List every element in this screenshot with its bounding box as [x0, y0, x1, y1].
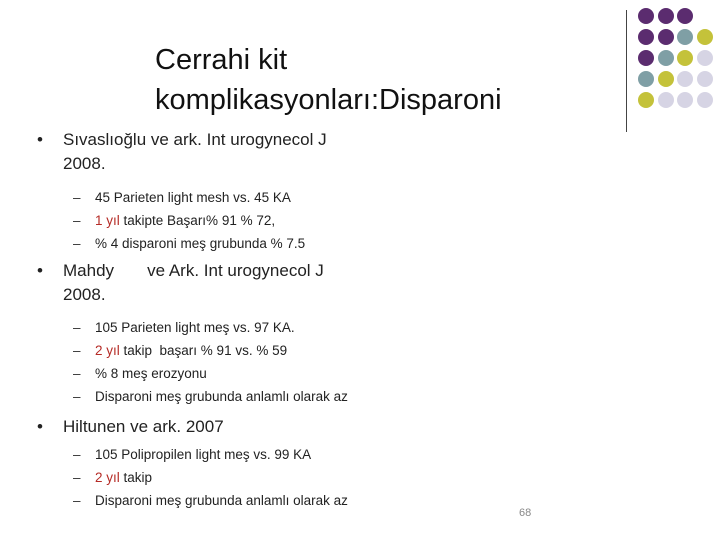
bullet-line: Mahdy ve Ark. Int urogynecol J	[63, 261, 324, 280]
dash-icon: –	[73, 447, 81, 462]
decorative-dot	[658, 29, 674, 45]
dash-icon: –	[73, 366, 81, 381]
decorative-dot	[638, 71, 654, 87]
sub-item-text: 45 Parieten light mesh vs. 45 KA	[95, 190, 291, 205]
decorative-dot	[638, 50, 654, 66]
sub-item-text: 105 Polipropilen light meş vs. 99 KA	[95, 447, 312, 462]
page-number: 68	[519, 507, 532, 519]
sub-item-prefix: 2 yıl	[95, 470, 120, 485]
dash-icon: –	[73, 470, 81, 485]
bullet-block-3	[34, 415, 348, 512]
dash-icon: –	[73, 213, 81, 228]
sub-item	[34, 489, 348, 512]
bullet-line: 2008.	[63, 285, 106, 304]
bullet-line: Sıvaslıoğlu ve ark. Int urogynecol J	[63, 130, 327, 149]
decorative-dot	[697, 50, 713, 66]
decorative-dot	[677, 29, 693, 45]
slide-title	[155, 40, 502, 120]
dash-icon: –	[73, 493, 81, 508]
sub-item	[34, 232, 327, 255]
decorative-dot	[658, 8, 674, 24]
bullet-dot-icon: •	[37, 130, 43, 149]
bullet-line: 2008.	[63, 154, 106, 173]
decorative-dot	[677, 71, 693, 87]
sub-item	[34, 209, 327, 232]
sub-item	[34, 339, 348, 362]
sub-item-text: takip başarı % 91 vs. % 59	[119, 343, 288, 358]
sub-item-text: 105 Parieten light meş vs. 97 KA.	[95, 320, 295, 335]
decorative-dot	[677, 92, 693, 108]
sub-item-text: takip	[119, 470, 153, 485]
decorative-dot	[658, 50, 674, 66]
bullet-dot-icon: •	[37, 261, 43, 280]
sub-item	[34, 186, 327, 209]
decorative-dot	[677, 8, 693, 24]
decorative-dot	[638, 8, 654, 24]
bullet-dot-icon: •	[37, 417, 43, 436]
decorative-dot	[697, 71, 713, 87]
sub-item	[34, 362, 348, 385]
sub-item	[34, 443, 348, 466]
sub-item-prefix: 2 yıl	[95, 343, 120, 358]
bullet-line: Hiltunen ve ark. 2007	[63, 417, 224, 436]
dot-grid-icon	[638, 8, 718, 126]
sub-item	[34, 466, 348, 489]
sub-item-text: Disparoni meş grubunda anlamlı olarak az	[95, 493, 348, 508]
decorative-dot	[697, 29, 713, 45]
dash-icon: –	[73, 389, 81, 404]
sub-item-text: % 4 disparoni meş grubunda % 7.5	[95, 236, 306, 251]
decorative-dot	[658, 92, 674, 108]
sub-item	[34, 316, 348, 339]
dash-icon: –	[73, 236, 81, 251]
title-line-1: Cerrahi kit	[155, 44, 288, 76]
bullet-item	[34, 415, 348, 439]
bullet-item	[34, 259, 348, 307]
sub-item	[34, 385, 348, 408]
decorative-dot	[638, 92, 654, 108]
decorative-dot	[697, 92, 713, 108]
dash-icon: –	[73, 190, 81, 205]
sub-item-text: takipte Başarı% 91 % 72,	[119, 213, 276, 228]
sub-item-prefix: 1 yıl	[95, 213, 120, 228]
divider-line	[626, 10, 627, 132]
dash-icon: –	[73, 343, 81, 358]
title-line-2: komplikasyonları:Disparoni	[155, 84, 502, 116]
decorative-dot	[658, 71, 674, 87]
bullet-block-2	[34, 259, 348, 408]
bullet-block-1	[34, 128, 327, 255]
sub-item-text: Disparoni meş grubunda anlamlı olarak az	[95, 389, 348, 404]
bullet-item	[34, 128, 327, 176]
dash-icon: –	[73, 320, 81, 335]
decorative-dot	[638, 29, 654, 45]
sub-item-text: % 8 meş erozyonu	[95, 366, 207, 381]
decorative-dot	[677, 50, 693, 66]
